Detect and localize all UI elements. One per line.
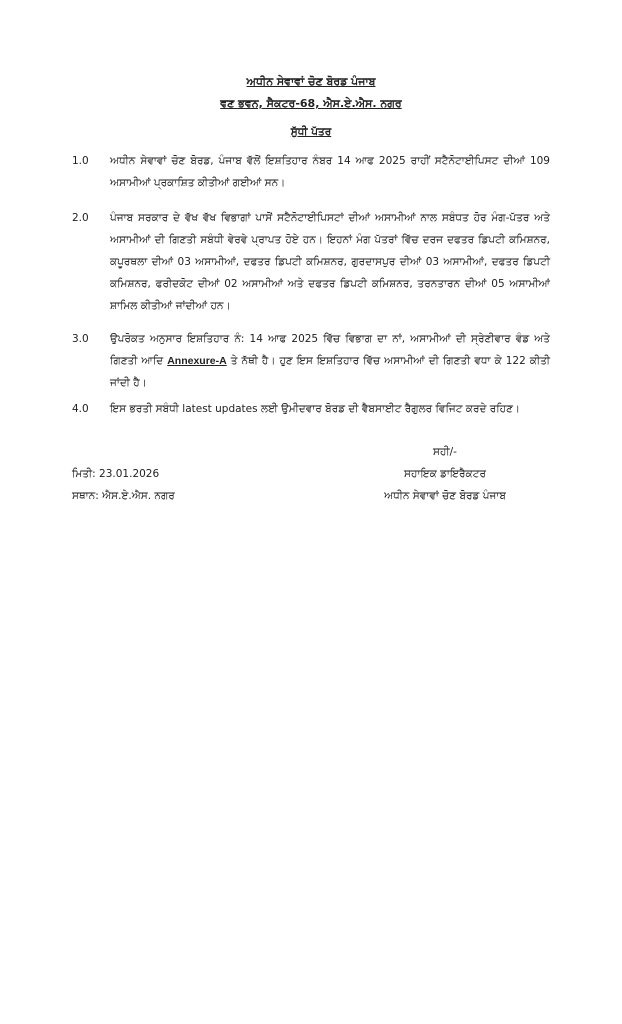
signatory-org: ਅਧੀਨ ਸੇਵਾਵਾਂ ਚੋਣ ਬੋਰਡ ਪੰਜਾਬ xyxy=(384,490,506,502)
paragraph-text: ਪੰਜਾਬ ਸਰਕਾਰ ਦੇ ਵੱਖ ਵੱਖ ਵਿਭਾਗਾਂ ਪਾਸੋਂ ਸਟੈਨੋਟਾਈਪਿਸਟਾਂ ਦੀਆਂ ਅਸਾਮੀਆਂ ਨਾਲ ਸਬੰਧਤ ਹੋਰ ਮੰਗ-ਪੱਤਰ ਅਤੇ ਅਸਾਮੀਆਂ ਦੀ ਗਿਣਤੀ ਸਬੰਧੀ ਵੇਰਵੇ ਪ੍ਰਾਪਤ ਹੋਏ ਹਨ। ਇਹਨਾਂ ਮੰਗ ਪੱਤਰਾਂ ਵਿੱਚ ਦਰਜ ਦਫਤਰ ਡਿਪਟੀ ਕਮਿਸ਼ਨਰ, ਕਪੂਰਥਲਾ ਦੀਆਂ 03 ਅਸਾਮੀਆਂ, ਦਫਤਰ ਡਿਪਟੀ ਕਮਿਸ਼ਨਰ, ਗੁਰਦਾਸਪੁਰ ਦੀਆਂ 03 ਅਸਾਮੀਆਂ, ਦਫਤਰ ਡਿਪਟੀ ਕਮਿਸ਼ਨਰ, ਫਰੀਦਕੋਟ ਦੀਆਂ 02 ਅਸਾਮੀਆਂ ਅਤੇ ਦਫਤਰ ਡਿਪਟੀ ਕਮਿਸ਼ਨਰ, ਤਰਨਤਾਰਨ ਦੀਆਂ 05 ਅਸਾਮੀਆਂ ਸ਼ਾਮਿਲ ਕੀਤੀਆਂ ਜਾਂਦੀਆਂ ਹਨ। xyxy=(110,212,550,312)
paragraph-2 xyxy=(72,207,550,317)
paragraph-4 xyxy=(72,398,550,420)
paragraph-number: 3.0 xyxy=(72,333,89,345)
text-before: ਉਪਰੋਕਤ ਅਨੁਸਾਰ ਇਸ਼ਤਿਹਾਰ ਨੰ: 14 ਆਫ 2025 ਵਿੱਚ ਵਿਭਾਗ ਦਾ ਨਾਂ, ਅਸਾਮੀਆਂ ਦੀ ਸ੍ਰੇਣੀਵਾਰ ਵੰਡ ਅਤੇ ਗਿਣਤੀ ਆਦਿ xyxy=(110,333,550,367)
text-after: ਤੇ ਨੱਥੀ ਹੈ। ਹੁਣ ਇਸ ਇਸ਼ਤਿਹਾਰ ਵਿੱਚ ਅਸਾਮੀਆਂ ਦੀ ਗਿਣਤੀ ਵਧਾ ਕੇ 122 ਕੀਤੀ ਜਾਂਦੀ ਹੈ। xyxy=(110,355,550,389)
paragraph-3 xyxy=(72,328,550,394)
signature: ਸਹੀ/- xyxy=(433,446,457,458)
document-title: ਸੁੱਧੀ ਪੱਤਰ xyxy=(290,126,332,138)
place: ਸਥਾਨ: ਐਸ.ਏ.ਐਸ. ਨਗਰ xyxy=(72,490,175,502)
designation: ਸਹਾਇਕ ਡਾਇਰੈਕਟਰ xyxy=(404,468,486,480)
address-heading: ਵਣ ਭਵਨ, ਸੈਕਟਰ-68, ਐਸ.ਏ.ਐਸ. ਨਗਰ xyxy=(220,97,402,110)
paragraph-number: 1.0 xyxy=(72,155,89,167)
paragraph-text: ਅਧੀਨ ਸੇਵਾਵਾਂ ਚੋਣ ਬੋਰਡ, ਪੰਜਾਬ ਵੱਲੋਂ ਇਸ਼ਤਿਹਾਰ ਨੰਬਰ 14 ਆਫ 2025 ਰਾਹੀਂ ਸਟੈਨੋਟਾਈਪਿਸਟ ਦੀਆਂ 109 ਅਸਾਮੀਆਂ ਪ੍ਰਕਾਸ਼ਿਤ ਕੀਤੀਆਂ ਗਈਆਂ ਸਨ। xyxy=(110,155,550,189)
paragraph-text xyxy=(110,328,550,394)
paragraph-number: 2.0 xyxy=(72,212,89,224)
date: ਮਿਤੀ: 23.01.2026 xyxy=(72,468,160,480)
annexure-a-link[interactable]: Annexure-A xyxy=(167,355,227,367)
org-heading: ਅਧੀਨ ਸੇਵਾਵਾਂ ਚੋਣ ਬੋਰਡ ਪੰਜਾਬ xyxy=(246,75,376,88)
paragraph-text: ਇਸ ਭਰਤੀ ਸਬੰਧੀ latest updates ਲਈ ਉਮੀਦਵਾਰ ਬੋਰਡ ਦੀ ਵੈਬਸਾਈਟ ਰੈਗੁਲਰ ਵਿਜਿਟ ਕਰਦੇ ਰਹਿਣ। xyxy=(110,403,520,415)
paragraph-number: 4.0 xyxy=(72,403,89,415)
paragraph-1 xyxy=(72,150,550,194)
